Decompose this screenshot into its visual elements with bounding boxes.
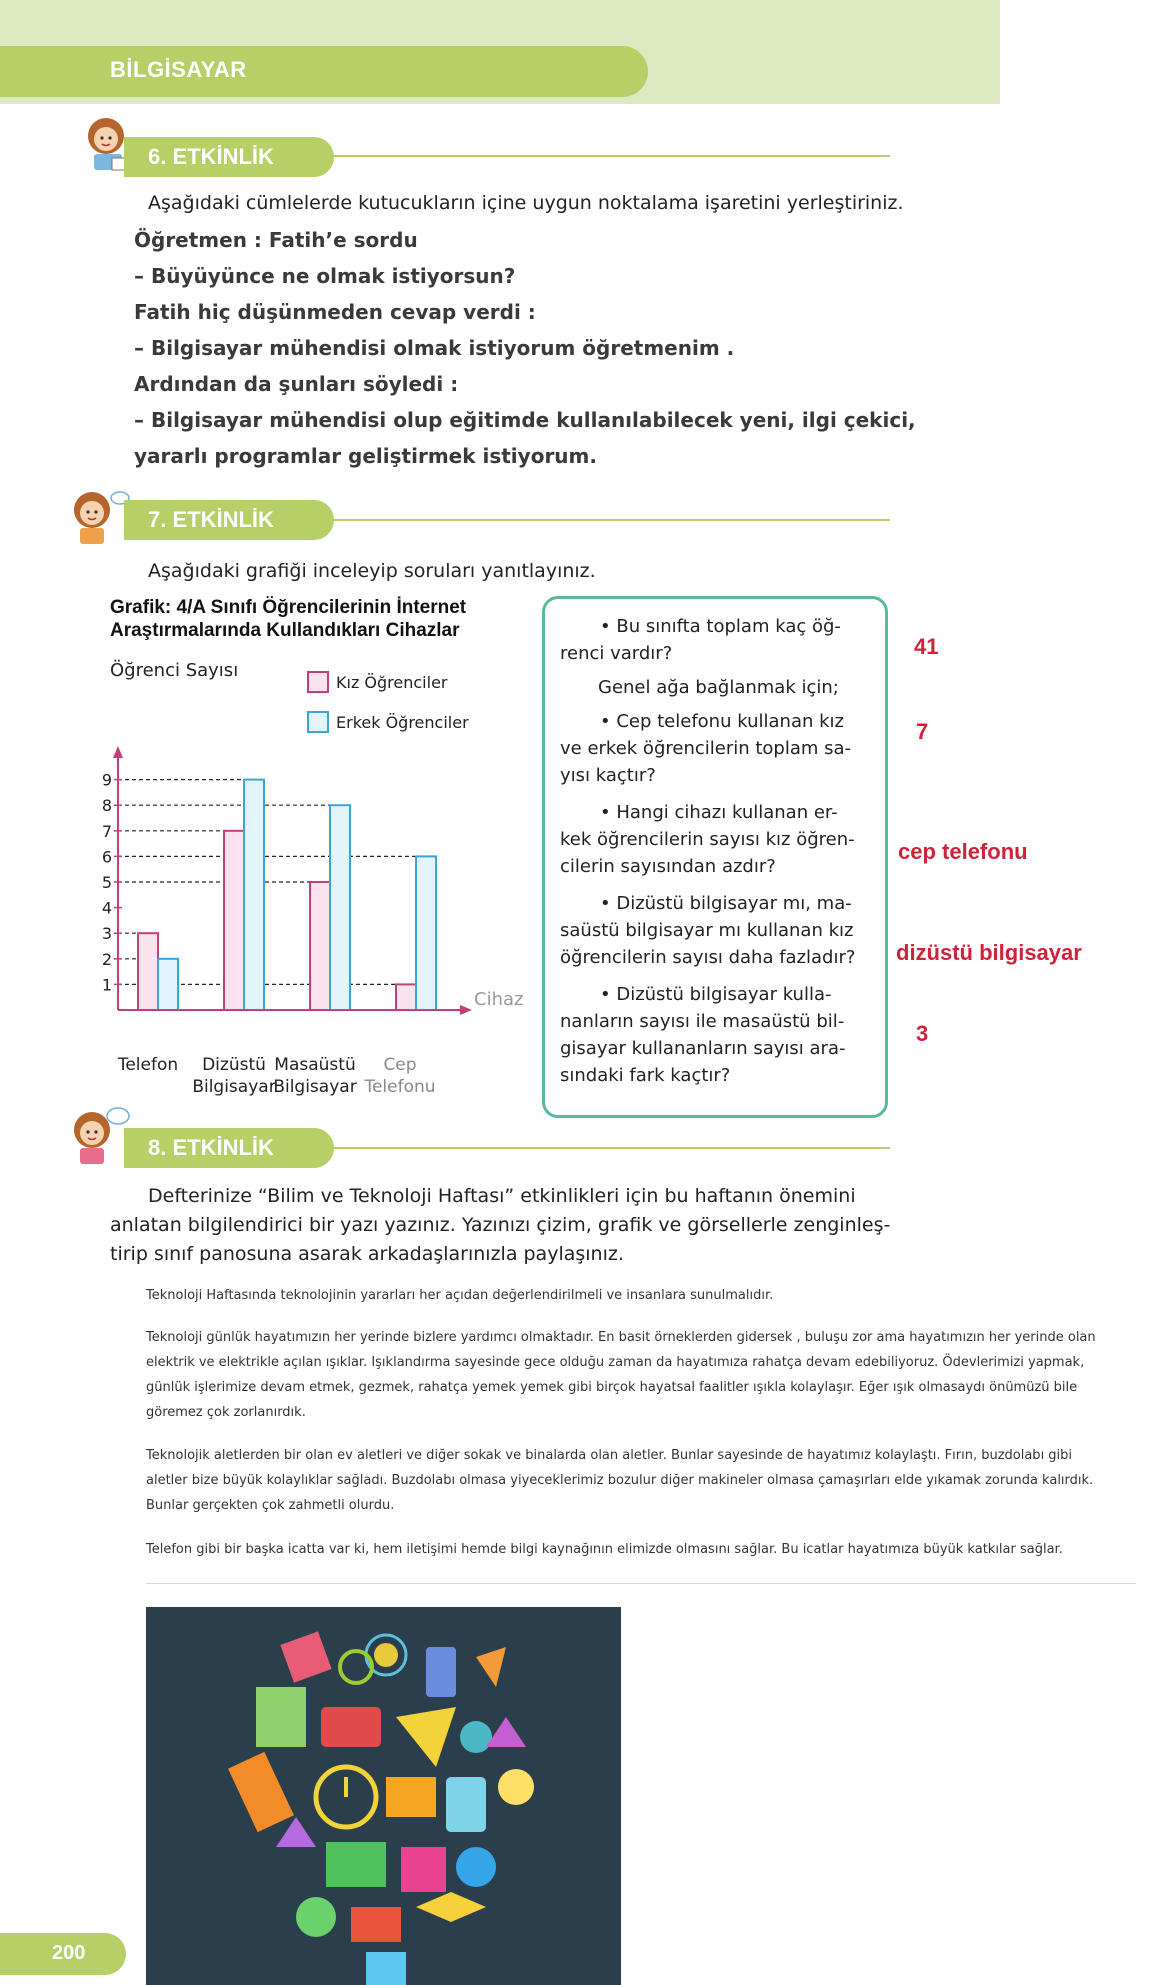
x-category-label: Bilgisayar xyxy=(273,1077,357,1097)
section8-rule xyxy=(330,1147,890,1149)
bar-boys-4 xyxy=(416,856,436,1010)
mascot-girl-thinking-icon xyxy=(60,486,130,548)
x-category-label: Masaüstü xyxy=(274,1055,356,1075)
y-tick-label: 1 xyxy=(101,975,112,995)
legend-swatch-boys xyxy=(308,712,328,732)
section7-title: 7. ETKİNLİK xyxy=(124,500,334,540)
chart-title: Araştırmalarında Kullandıkları Cihazlar xyxy=(110,620,460,641)
section6-instruction: Aşağıdaki cümlelerde kutucukların içine uygun noktalama işaretini yerleştiriniz. xyxy=(148,192,904,214)
page-number: 200 xyxy=(52,1942,86,1964)
science-technology-poster xyxy=(146,1607,621,1985)
question-5: sındaki fark kaçtır? xyxy=(560,1065,731,1086)
question-5: nanların sayısı ile masaüstü bil- xyxy=(560,1011,845,1032)
section8-paragraph-line: Defterinize “Bilim ve Teknoloji Haftası” etkinlikleri için bu haftanın önemini xyxy=(148,1185,856,1207)
essay-line: Teknolojik aletlerden bir olan ev aletleri ve diğer sokak ve binalarda olan aletler. Bunlar sayesinde de hayatımız kolaylaştı. Fırın, buzdolabı gibi xyxy=(146,1448,1073,1463)
question-3: cilerin sayısından azdır? xyxy=(560,856,776,877)
bar-girls-2 xyxy=(224,831,244,1010)
legend-label-girls: Kız Öğrenciler xyxy=(336,673,448,692)
question-5: gisayar kullananların sayısı ara- xyxy=(560,1038,846,1059)
section7-instruction: Aşağıdaki grafiği inceleyip soruları yanıtlayınız. xyxy=(148,560,596,582)
essay-line: Teknoloji Haftasında teknolojinin yararları her açıdan değerlendirilmeli ve insanlara sunulmalıdır. xyxy=(146,1288,774,1303)
dialog-line: Ardından da şunları söyledi : xyxy=(134,372,459,396)
x-category-label: Cep xyxy=(383,1055,417,1075)
essay-line: Teknoloji günlük hayatımızın her yerinde bizlere yardımcı olmaktadır. En basit örneklerden gidersek , buluşu zor ama hayatımızın her yerinde olan xyxy=(146,1330,1096,1345)
legend-swatch-girls xyxy=(308,672,328,692)
mascot-girl-speech-icon xyxy=(60,1106,130,1168)
dialog-line: – Bilgisayar mühendisi olmak istiyorum öğretmenim . xyxy=(134,336,735,360)
essay-divider xyxy=(146,1583,1136,1584)
dialog-line: yararlı programlar geliştirmek istiyorum. xyxy=(134,444,597,468)
question-4: öğrencilerin sayısı daha fazladır? xyxy=(560,947,856,968)
section8-paragraph-line: tirip sınıf panosuna asarak arkadaşlarınızla paylaşınız. xyxy=(110,1243,624,1265)
x-category-label: Telefonu xyxy=(364,1077,436,1097)
section6-rule xyxy=(330,155,890,157)
chart-title: Grafik: 4/A Sınıfı Öğrencilerinin İnternet xyxy=(110,597,467,618)
bar-boys-3 xyxy=(330,805,350,1010)
subject-pill xyxy=(0,46,648,97)
y-tick-label: 2 xyxy=(101,949,112,969)
answer-4: dizüstü bilgisayar xyxy=(896,940,1082,965)
x-axis-label: Cihaz xyxy=(474,989,524,1010)
question-2: • Cep telefonu kullanan kız xyxy=(600,711,844,732)
question-2: ve erkek öğrencilerin toplam sa- xyxy=(560,738,852,759)
y-axis-arrow-icon xyxy=(113,746,123,758)
section7-rule xyxy=(330,519,890,521)
x-axis-arrow-icon xyxy=(460,1005,472,1015)
science-icons-cluster-icon xyxy=(146,1607,621,1985)
y-tick-label: 9 xyxy=(101,770,112,790)
question-3: kek öğrencilerin sayısı kız öğren- xyxy=(560,829,855,850)
answer-5: 3 xyxy=(916,1021,929,1046)
y-tick-label: 4 xyxy=(101,898,112,918)
x-category-label: Telefon xyxy=(117,1055,179,1075)
y-tick-label: 7 xyxy=(101,821,112,841)
questions-block xyxy=(560,613,880,1089)
question-note: Genel ağa bağlanmak için; xyxy=(598,677,839,698)
question-4: saüstü bilgisayar mı kullanan kız xyxy=(560,920,854,941)
section8-title: 8. ETKİNLİK xyxy=(124,1128,334,1168)
dialog-line: Fatih hiç düşünmeden cevap verdi : xyxy=(134,300,536,324)
question-1: renci vardır? xyxy=(560,643,673,664)
x-category-label: Bilgisayar xyxy=(192,1077,276,1097)
bar-girls-4 xyxy=(396,984,416,1010)
subject-title: BİLGİSAYAR xyxy=(110,57,247,82)
bar-boys-2 xyxy=(244,780,264,1010)
section6-title: 6. ETKİNLİK xyxy=(124,137,334,177)
question-3: • Hangi cihazı kullanan er- xyxy=(600,802,838,823)
y-tick-label: 6 xyxy=(101,847,112,867)
question-1: • Bu sınıfta toplam kaç öğ- xyxy=(600,616,841,637)
legend-label-boys: Erkek Öğrenciler xyxy=(336,713,469,732)
y-tick-label: 3 xyxy=(101,924,112,944)
question-4: • Dizüstü bilgisayar mı, ma- xyxy=(600,893,852,914)
y-tick-label: 8 xyxy=(101,796,112,816)
essay-line: göremez çok zorlanırdık. xyxy=(146,1405,306,1420)
question-5: • Dizüstü bilgisayar kulla- xyxy=(600,984,832,1005)
essay-line: Telefon gibi bir başka icatta var ki, hem iletişimi hemde bilgi kaynağının elimizde olmasını sağlar. Bu icatlar hayatımıza büyük katkılar sağlar. xyxy=(146,1542,1063,1557)
bar-boys-1 xyxy=(158,959,178,1010)
dialog-line: Öğretmen : Fatih’e sordu xyxy=(134,228,418,252)
essay-line: Bunlar gerçekten çok zahmetli olurdu. xyxy=(146,1498,395,1513)
device-usage-chart xyxy=(100,592,540,1112)
y-axis-label: Öğrenci Sayısı xyxy=(110,660,239,681)
essay-line: günlük işlerimize devam etmek, gezmek, rahatça yemek yemek gibi birçok hayatsal faalitler ışıkla kolaylaşır. Eğer ışık olmasaydı önümüzü bile xyxy=(146,1380,1078,1395)
dialog-line: – Bilgisayar mühendisi olup eğitimde kullanılabilecek yeni, ilgi çekici, xyxy=(134,408,916,432)
y-tick-label: 5 xyxy=(101,873,112,892)
bar-girls-3 xyxy=(310,882,330,1010)
x-category-label: Dizüstü xyxy=(202,1055,266,1075)
question-2: yısı kaçtır? xyxy=(560,765,656,786)
bar-girls-1 xyxy=(138,933,158,1010)
dialog-line: – Büyüyünce ne olmak istiyorsun? xyxy=(134,264,516,288)
answer-3: cep telefonu xyxy=(898,839,1028,864)
answer-1: 41 xyxy=(914,634,939,659)
essay-line: aletler bize büyük kolaylıklar sağladı. Buzdolabı olmasa yiyeceklerimiz bozulur diğer makineler olmasa çamaşırları elde yıkamak zorunda kalırdık. xyxy=(146,1473,1094,1488)
answer-2: 7 xyxy=(916,719,929,744)
essay-line: elektrik ve elektrikle açılan ışıklar. Işıklandırma sayesinde gece olduğu zaman da hayatımıza rahatça devam edebiliyoruz. Ödevlerimizi yapmak, xyxy=(146,1355,1085,1370)
section8-paragraph-line: anlatan bilgilendirici bir yazı yazınız. Yazınızı çizim, grafik ve görsellerle zenginleş- xyxy=(110,1214,891,1236)
